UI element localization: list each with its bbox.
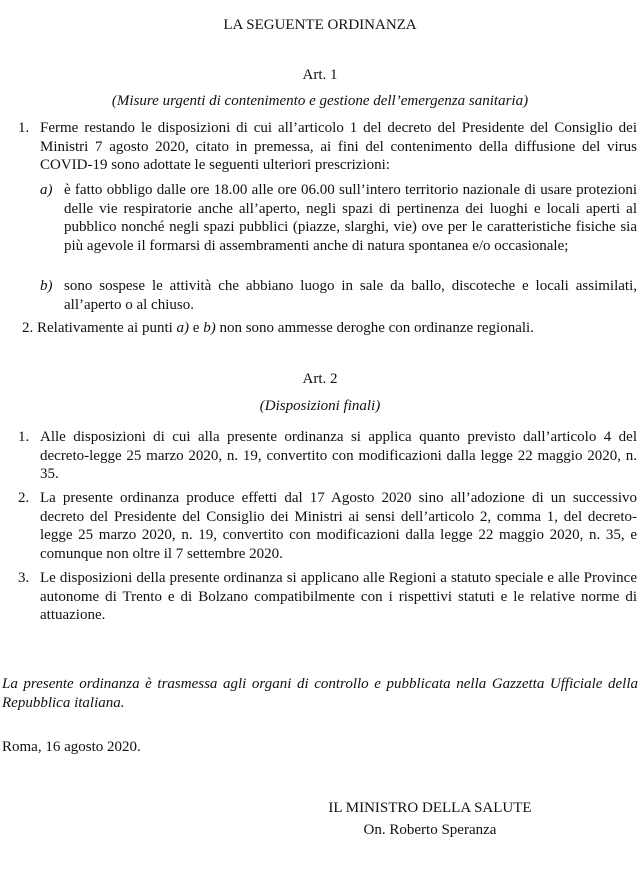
article-1-title: Art. 1 — [302, 67, 338, 83]
article-1-para-2-ref-b: b) — [203, 320, 216, 336]
article-2-para-1-text: Alle disposizioni di cui alla presente ordinanza si applica quanto previsto dall’articolo 4 del decreto-legge 25 marzo 2020, n. 19, convertito con modificazioni dalla legge 22 maggio 2020, n. 35. — [40, 429, 637, 482]
article-2-para-2-number: 2. — [18, 490, 30, 506]
article-1-para-1-number: 1. — [18, 120, 30, 136]
signature-title: IL MINISTRO DELLA SALUTE — [328, 800, 532, 816]
article-2-para-2-text: La presente ordinanza produce effetti dal 17 Agosto 2020 sino all’adozione di un successivo decreto del Presidente del Consiglio dei Ministri ai sensi dell’articolo 2, comma 1, del decreto-legge 25 marzo 2020, n. 19, convertito con modificazioni dalla legge 22 maggio 2020, n. 35, e comunque non oltre il 7 settembre 2020. — [40, 490, 637, 562]
article-2-para-1-number: 1. — [18, 429, 30, 445]
place-and-date: Roma, 16 agosto 2020. — [2, 739, 141, 755]
article-2-para-3-text: Le disposizioni della presente ordinanza si applicano alle Regioni a statuto speciale e alle Province autonome di Trento e di Bolzano compatibilmente con i rispettivi statuti e le relative norme di attuazione. — [40, 570, 637, 623]
article-1-item-a-text: è fatto obbligo dalle ore 18.00 alle ore 06.00 sull’intero territorio nazionale di usare protezioni delle vie respiratorie anche all’aperto, negli spazi di pertinenza dei luoghi e locali aperti al pubblico nonché negli spazi pubblici (piazze, slarghi, vie) ove per le caratteristiche fisiche sia più agevole il formarsi di assembramenti anche di natura spontanea e/o occasionale; — [64, 182, 637, 254]
article-1-para-2-and: e — [189, 320, 204, 336]
article-1-para-1-text: Ferme restando le disposizioni di cui all’articolo 1 del decreto del Presidente del Consiglio dei Ministri 7 agosto 2020, citato in premessa, ai fini del contenimento della diffusione del virus COVID-19 sono adottate le seguenti ulteriori prescrizioni: — [40, 120, 637, 173]
article-2-subtitle: (Disposizioni finali) — [259, 398, 381, 414]
article-1-para-2-text-before: Relativamente ai punti — [37, 320, 177, 336]
article-1-item-b-letter: b) — [40, 278, 53, 294]
article-1-item-b-text: sono sospese le attività che abbiano luogo in sale da ballo, discoteche e locali assimilati, all’aperto o al chiuso. — [64, 278, 637, 313]
signature-name: On. Roberto Speranza — [363, 822, 497, 838]
ordinance-heading: LA SEGUENTE ORDINANZA — [223, 17, 417, 33]
article-1-item-a-letter: a) — [40, 182, 53, 198]
closing-statement: La presente ordinanza è trasmessa agli organi di controllo e pubblicata nella Gazzetta Ufficiale della Repubblica italiana. — [2, 676, 638, 711]
article-1-para-2-number: 2. — [22, 320, 34, 336]
article-2-title: Art. 2 — [302, 371, 338, 387]
article-1-subtitle: (Misure urgenti di contenimento e gestione dell’emergenza sanitaria) — [111, 93, 529, 109]
article-1-para-2-text-after: non sono ammesse deroghe con ordinanze regionali. — [215, 320, 534, 336]
article-1-para-2-ref-a: a) — [176, 320, 190, 336]
article-1-para-2-text — [37, 319, 637, 338]
article-2-para-3-number: 3. — [18, 570, 30, 586]
